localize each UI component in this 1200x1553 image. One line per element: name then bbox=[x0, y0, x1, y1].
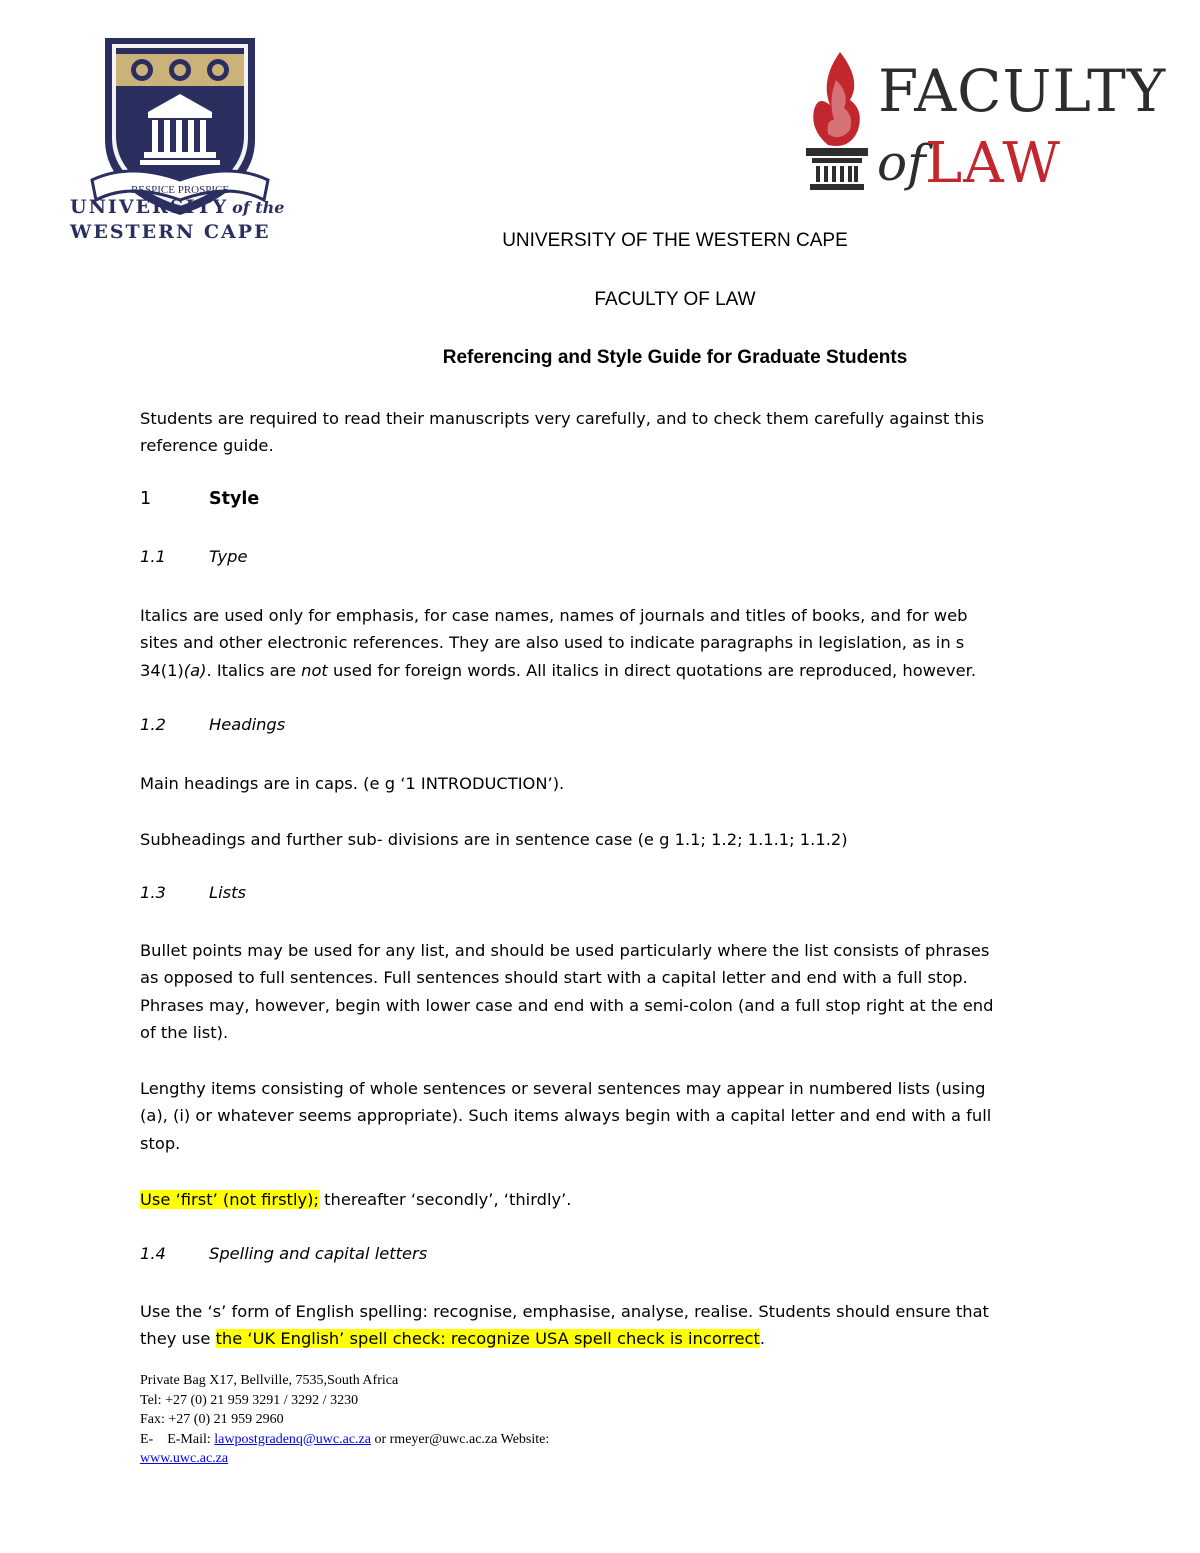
lists-p1-line-3: Phrases may, however, begin with lower case and end with a semi-colon (and a full stop right at the end bbox=[140, 995, 994, 1015]
faculty-title: FACULTY OF LAW bbox=[594, 289, 756, 310]
lists-p2-line-1: Lengthy items consisting of whole sentences or several sentences may appear in numbered lists (using bbox=[140, 1079, 986, 1098]
law-wordmark: LAW bbox=[925, 131, 1061, 196]
spelling-line-1: Use the ‘s’ form of English spelling: recognise, emphasise, analyse, realise. Students should ensure that bbox=[140, 1302, 989, 1321]
intro-line-1: Students are required to read their manuscripts very carefully, and to check them carefully against this bbox=[140, 409, 985, 428]
subsection-1-3-number: 1.3 bbox=[140, 883, 166, 902]
subsection-1-2-title: Headings bbox=[209, 715, 286, 734]
footer-email-alt: or rmeyer@uwc.ac.za Website: bbox=[370, 1431, 550, 1447]
section-1-title: Style bbox=[209, 489, 260, 509]
subsection-1-2-heading bbox=[140, 715, 285, 734]
lists-p2-line-3: stop. bbox=[140, 1133, 181, 1153]
subsection-1-4-heading bbox=[140, 1244, 427, 1263]
subsection-1-2-number: 1.2 bbox=[140, 715, 166, 734]
lists-p3-rest: thereafter ‘secondly’, ‘thirdly’. bbox=[318, 1190, 572, 1209]
spelling-paragraph bbox=[140, 1298, 1058, 1353]
spelling-line-2-end: . bbox=[759, 1329, 766, 1349]
footer-website-link[interactable]: www.uwc.ac.za bbox=[140, 1451, 229, 1467]
subsection-1-3-heading bbox=[140, 883, 246, 902]
footer-email-line bbox=[140, 1430, 549, 1450]
type-line-3-text: . Italics are bbox=[206, 660, 302, 680]
headings-paragraph-2: Subheadings and further sub- divisions are in sentence case (e g 1.1; 1.2; 1.1.1; 1.1.2) bbox=[140, 830, 848, 849]
lists-p1-line-1: Bullet points may be used for any list, and should be used particularly where the list consists of phrases bbox=[140, 941, 990, 960]
type-ref-number: 34(1) bbox=[140, 660, 184, 680]
lists-p1-line-4: of the list). bbox=[140, 1022, 229, 1042]
uwc-word-university: UNIVERSITY bbox=[70, 196, 229, 218]
type-paragraph bbox=[140, 602, 1058, 684]
subsection-1-3-title: Lists bbox=[209, 883, 246, 902]
type-not-italic: not bbox=[301, 660, 328, 680]
section-1-heading bbox=[140, 489, 259, 509]
section-1-number: 1 bbox=[140, 489, 152, 509]
type-ref-italic: (a) bbox=[183, 660, 207, 680]
type-line-1: Italics are used only for emphasis, for case names, names of journals and titles of books, and for web bbox=[140, 606, 968, 625]
footer-telephone: Tel: +27 (0) 21 959 3291 / 3292 / 3230 bbox=[140, 1392, 359, 1408]
footer-email-label: E- E-Mail: bbox=[140, 1431, 215, 1447]
lists-p1-line-2: as opposed to full sentences. Full sentences should start with a capital letter and end with a full stop. bbox=[140, 968, 968, 988]
type-line-2: sites and other electronic references. They are also used to indicate paragraphs in legislation, as in s bbox=[140, 633, 965, 653]
of-wordmark: of bbox=[877, 134, 926, 192]
intro-paragraph bbox=[140, 405, 1058, 460]
uwc-motto: RESPICE PROSPICE bbox=[130, 184, 230, 196]
lists-paragraph-1 bbox=[140, 937, 1058, 1046]
spelling-line-2-start: they use bbox=[140, 1329, 216, 1349]
subsection-1-1-number: 1.1 bbox=[140, 547, 166, 566]
faculty-wordmark: FACULTY bbox=[878, 57, 1167, 125]
type-line-3-end: used for foreign words. All italics in direct quotations are reproduced, however. bbox=[327, 660, 977, 680]
subsection-1-1-title: Type bbox=[209, 547, 248, 566]
uwc-word-of-the: of the bbox=[232, 198, 285, 217]
footer-address: Private Bag X17, Bellville, 7535,South Africa bbox=[140, 1373, 399, 1388]
lists-paragraph-3 bbox=[140, 1186, 1058, 1213]
subsection-1-4-number: 1.4 bbox=[140, 1244, 166, 1263]
contact-footer bbox=[140, 1371, 549, 1469]
torch-icon bbox=[800, 50, 875, 195]
type-line-3 bbox=[140, 657, 1058, 684]
highlighted-spell-check-note: the ‘UK English’ spell check: recognize USA spell check is incorrect bbox=[215, 1329, 760, 1349]
lists-p2-line-2: (a), (i) or whatever seems appropriate). Such items always begin with a capital letter and end with a full bbox=[140, 1106, 992, 1126]
subsection-1-1-heading bbox=[140, 547, 248, 566]
lists-paragraph-2 bbox=[140, 1075, 1058, 1157]
highlighted-first-rule: Use ‘first’ (not firstly); bbox=[140, 1190, 319, 1209]
spelling-line-2 bbox=[140, 1325, 1058, 1352]
uwc-wordmark-line2: WESTERN CAPE bbox=[70, 221, 271, 243]
intro-line-2: reference guide. bbox=[140, 436, 274, 456]
document-title: Referencing and Style Guide for Graduate Students bbox=[442, 347, 908, 368]
university-title: UNIVERSITY OF THE WESTERN CAPE bbox=[502, 230, 848, 251]
headings-paragraph-1: Main headings are in caps. (e g ‘1 INTRODUCTION’). bbox=[140, 774, 565, 793]
subsection-1-4-title: Spelling and capital letters bbox=[209, 1244, 428, 1263]
footer-fax: Fax: +27 (0) 21 959 2960 bbox=[140, 1412, 284, 1428]
uwc-wordmark-line1 bbox=[70, 196, 284, 218]
footer-email-link[interactable]: lawpostgradenq@uwc.ac.za bbox=[214, 1431, 371, 1447]
